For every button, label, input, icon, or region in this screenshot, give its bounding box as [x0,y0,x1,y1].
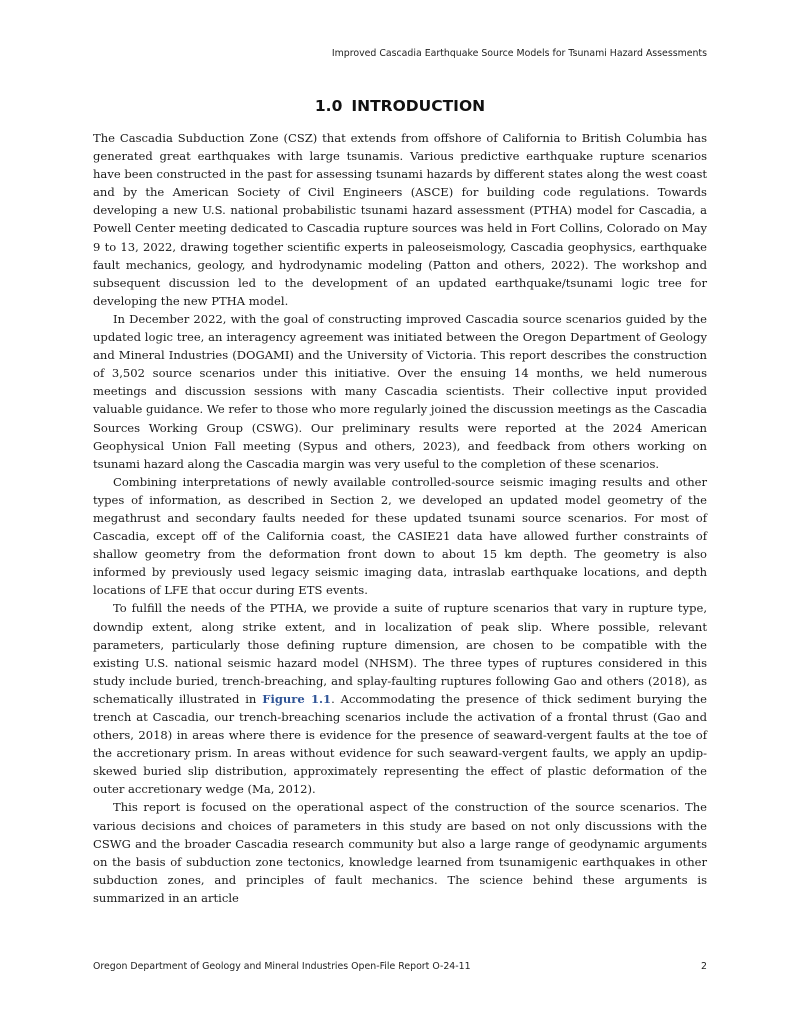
footer-report-title: Oregon Department of Geology and Mineral Industries Open-File Report O-24-11 [93,961,471,972]
body-text [93,129,707,907]
paragraph-1: The Cascadia Subduction Zone (CSZ) that extends from offshore of California to British Columbia has generated great earthquakes with large tsunamis. Various predictive earthquake rupture scenarios have been constructed in the past for assessing tsunami hazards by different states along the west coast and by the American Society of Civil Engineers (ASCE) for building code regulations. Towards developing a new U.S. national probabilistic tsunami hazard assessment (PTHA) model for Cascadia, a Powell Center meeting dedicated to Cascadia rupture sources was held in Fort Collins, Colorado on May 9 to 13, 2022, drawing together scientific experts in paleoseismology, Cascadia geophysics, earthquake fault mechanics, geology, and hydrodynamic modeling (Patton and others, 2022). The workshop and subsequent discussion led to the development of an updated earthquake/tsunami logic tree for developing the new PTHA model. [93,131,708,308]
paragraph-5: This report is focused on the operational aspect of the construction of the source scenarios. The various decisions and choices of parameters in this study are based on not only discussions with the CSWG and the broader Cascadia research community but also a large range of geodynamic arguments on the basis of subduction zone tectonics, knowledge learned from tsunamigenic earthquakes in other subduction zones, and principles of fault mechanics. The science behind these arguments is summarized in an article [93,800,707,905]
paragraph-4 [93,599,707,798]
page-number: 2 [701,961,707,972]
paragraph-3: Combining interpretations of newly available controlled-source seismic imaging results and other types of information, as described in Section 2, we developed an updated model geometry of the megathrust and secondary faults needed for these updated tsunami source scenarios. For most of Cascadia, except off of the California coast, the CASIE21 data have allowed further constraints of shallow geometry from the deformation front down to about 15 km depth. The geometry is also informed by previously used legacy seismic imaging data, intraslab earthquake locations, and depth locations of LFE that occur during ETS events. [93,474,707,598]
running-header: Improved Cascadia Earthquake Source Models for Tsunami Hazard Assessments [331,48,707,59]
figure-reference-link[interactable]: Figure 1.1 [262,691,332,706]
section-heading [0,97,800,115]
paragraph-4-text-before: To fulfill the needs of the PTHA, we provide a suite of rupture scenarios that vary in rupture type, downdip extent, along strike extent, and in localization of peak slip. Where possible, relevant parameters, particularly those defining rupture dimension, are chosen to be compatible with the existing U.S. national seismic hazard model (NHSM). The three types of ruptures considered in this study include buried, trench-breaching, and splay-faulting ruptures following Gao and others (2018), as schematically illustrated in [93,601,707,706]
section-title: INTRODUCTION [351,97,486,115]
section-number: 1.0 [314,97,343,115]
paragraph-4-text-after: . Accommodating the presence of thick sediment burying the trench at Cascadia, our trench-breaching scenarios include the activation of a frontal thrust (Gao and others, 2018) in areas where there is evidence for the presence of seaward-vergent faults at the toe of the accretionary prism. In areas without evidence for such seaward-vergent faults, we apply an updip-skewed buried slip distribution, approximately representing the effect of plastic deformation of the outer accretionary wedge (Ma, 2012). [93,691,707,797]
paragraph-2: In December 2022, with the goal of constructing improved Cascadia source scenarios guided by the updated logic tree, an interagency agreement was initiated between the Oregon Department of Geology and Mineral Industries (DOGAMI) and the University of Victoria. This report describes the construction of 3,502 source scenarios under this initiative. Over the ensuing 14 months, we held numerous meetings and discussion sessions with many Cascadia scientists. Their collective input provided valuable guidance. We refer to those who more regularly joined the discussion meetings as the Cascadia Sources Working Group (CSWG). Our preliminary results were reported at the 2024 American Geophysical Union Fall meeting (Sypus and others, 2023), and feedback from others working on tsunami hazard along the Cascadia margin was very useful to the completion of these scenarios. [93,311,707,471]
